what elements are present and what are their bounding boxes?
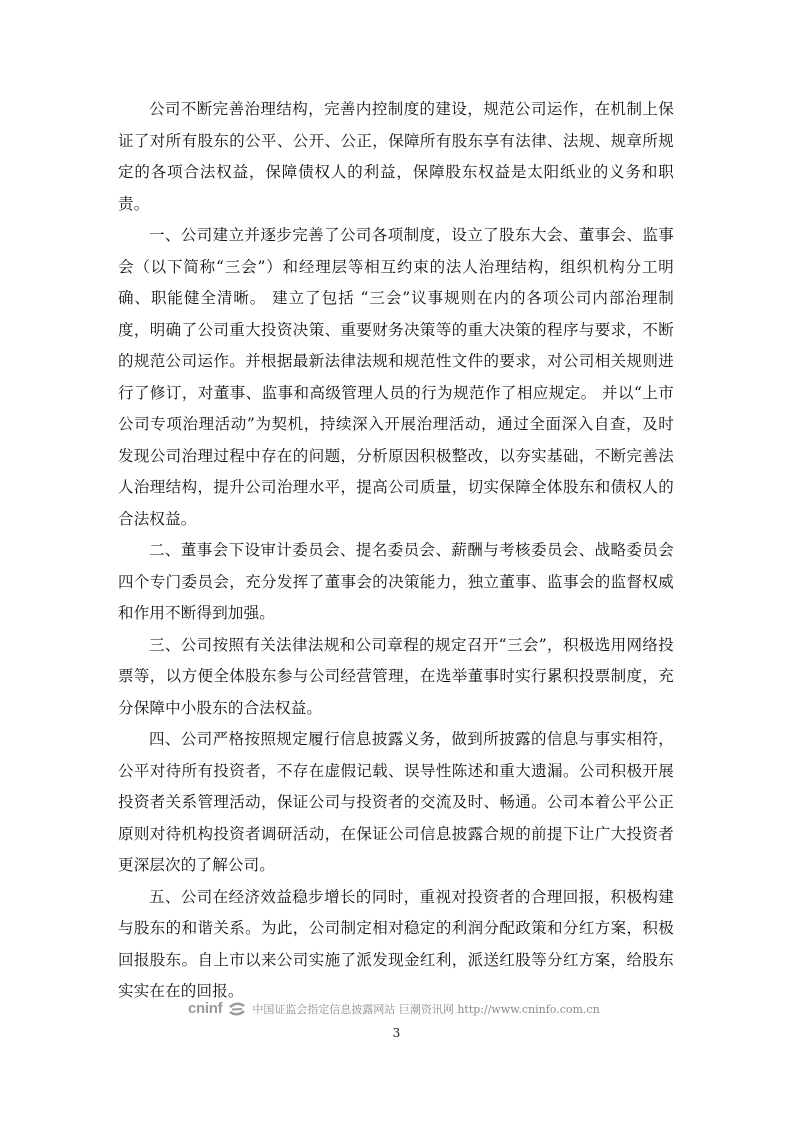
- document-body: [118, 94, 674, 1008]
- paragraph-5: 五、公司在经济效益稳步增长的同时，重视对投资者的合理回报，积极构建与股东的和谐关系。为此，公司制定相对稳定的利润分配政策和分红方案，积极回报股东。自上市以来公司实施了派发现金红利，派送红股等分红方案，给股东实实在在的回报。: [118, 887, 674, 1000]
- paragraph-1: 一、公司建立并逐步完善了公司各项制度，设立了股东大会、董事会、监事会（以下简称“三会”）和经理层等相互约束的法人治理结构，组织机构分工明确、职能健全清晰。 建立了包括 “三会”议事规则在内的各项公司内部治理制度，明确了公司重大投资决策、重要财务决策等的重大决策的程序与要求，不断的规范公司运作。并根据最新法律法规和规范性文件的要求，对公司相关规则进行了修订，对董事、监事和高级管理人员的行为规范作了相应规定。 并以“上市公司专项治理活动”为契机，持续深入开展治理活动，通过全面深入自查，及时发现公司治理过程中存在的问题，分析原因积极整改，以夯实基础，不断完善法人治理结构，提升公司治理水平，提高公司质量，切实保障全体股东和债权人的合法权益。: [118, 226, 674, 528]
- page-number: 3: [392, 1026, 401, 1040]
- cninfo-swirl-icon: [228, 1002, 246, 1016]
- cninfo-logo: cninf: [188, 1000, 223, 1017]
- paragraph-intro: 公司不断完善治理结构，完善内控制度的建设，规范公司运作，在机制上保证了对所有股东的公平、公开、公正，保障所有股东享有法律、法规、规章所规定的各项合法权益，保障债权人的利益，保障股东权益是太阳纸业的义务和职责。: [118, 100, 674, 213]
- paragraph-2: 二、董事会下设审计委员会、提名委员会、薪酬与考核委员会、战略委员会四个专门委员会，充分发挥了董事会的决策能力，独立董事、监事会的监督权威和作用不断得到加强。: [118, 541, 674, 622]
- paragraph-4: 四、公司严格按照规定履行信息披露义务，做到所披露的信息与事实相符，公平对待所有投资者，不存在虚假记载、误导性陈述和重大遗漏。公司积极开展投资者关系管理活动，保证公司与投资者的交流及时、畅通。公司本着公平公正原则对待机构投资者调研活动，在保证公司信息披露合规的前提下让广大投资者更深层次的了解公司。: [118, 730, 674, 874]
- paragraph-3: 三、公司按照有关法律法规和公司章程的规定召开“三会”，积极选用网络投票等，以方便全体股东参与公司经营管理，在选举董事时实行累积投票制度，充分保障中小股东的合法权益。: [118, 635, 674, 717]
- footer-watermark: [188, 1000, 608, 1017]
- footer-tagline: 中国证监会指定信息披露网站 巨潮资讯网 http://www.cninfo.com.cn: [252, 1002, 600, 1016]
